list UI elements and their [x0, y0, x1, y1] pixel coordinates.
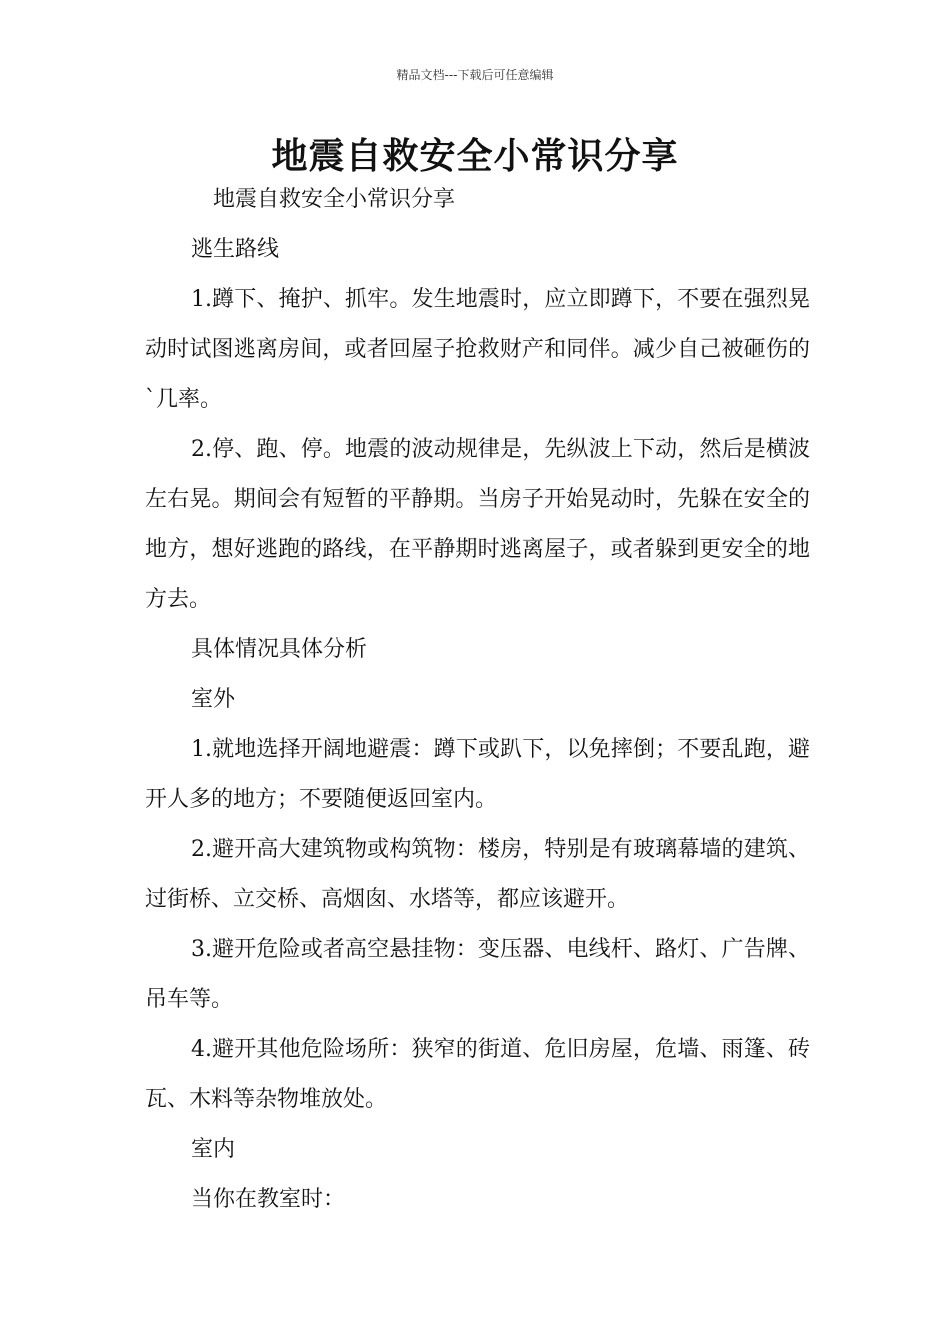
paragraph: 1.就地选择开阔地避震：蹲下或趴下，以免摔倒；不要乱跑，避开人多的地方；不要随便返回室内。	[145, 737, 810, 812]
document-title: 地震自救安全小常识分享	[271, 136, 679, 177]
paragraph: 当你在教室时：	[191, 1187, 346, 1212]
paragraph: 3.避开危险或者高空悬挂物：变压器、电线杆、路灯、广告牌、吊车等。	[145, 937, 810, 1012]
header-note: 精品文档---下载后可任意编辑	[396, 68, 554, 82]
document-body	[145, 175, 810, 1225]
section-heading-escape-route: 逃生路线	[191, 237, 280, 262]
paragraph: 4.避开其他危险场所：狭窄的街道、危旧房屋，危墙、雨篷、砖瓦、木料等杂物堆放处。	[145, 1037, 810, 1112]
section-heading-indoor: 室内	[191, 1137, 236, 1162]
paragraph: 1.蹲下、掩护、抓牢。发生地震时，应立即蹲下，不要在强烈晃动时试图逃离房间，或者回屋子抢救财产和同伴。减少自己被砸伤的`几率。	[145, 287, 810, 412]
paragraph: 2.停、跑、停。地震的波动规律是，先纵波上下动，然后是横波左右晃。期间会有短暂的平静期。当房子开始晃动时，先躲在安全的地方，想好逃跑的路线，在平静期时逃离屋子，或者躲到更安全的地方去。	[145, 437, 810, 612]
section-heading-analysis: 具体情况具体分析	[191, 637, 368, 662]
section-heading-outdoor: 室外	[191, 687, 236, 712]
subtitle-paragraph: 地震自救安全小常识分享	[213, 187, 456, 212]
paragraph: 2.避开高大建筑物或构筑物：楼房，特别是有玻璃幕墙的建筑、过街桥、立交桥、高烟囱、水塔等，都应该避开。	[145, 837, 810, 912]
